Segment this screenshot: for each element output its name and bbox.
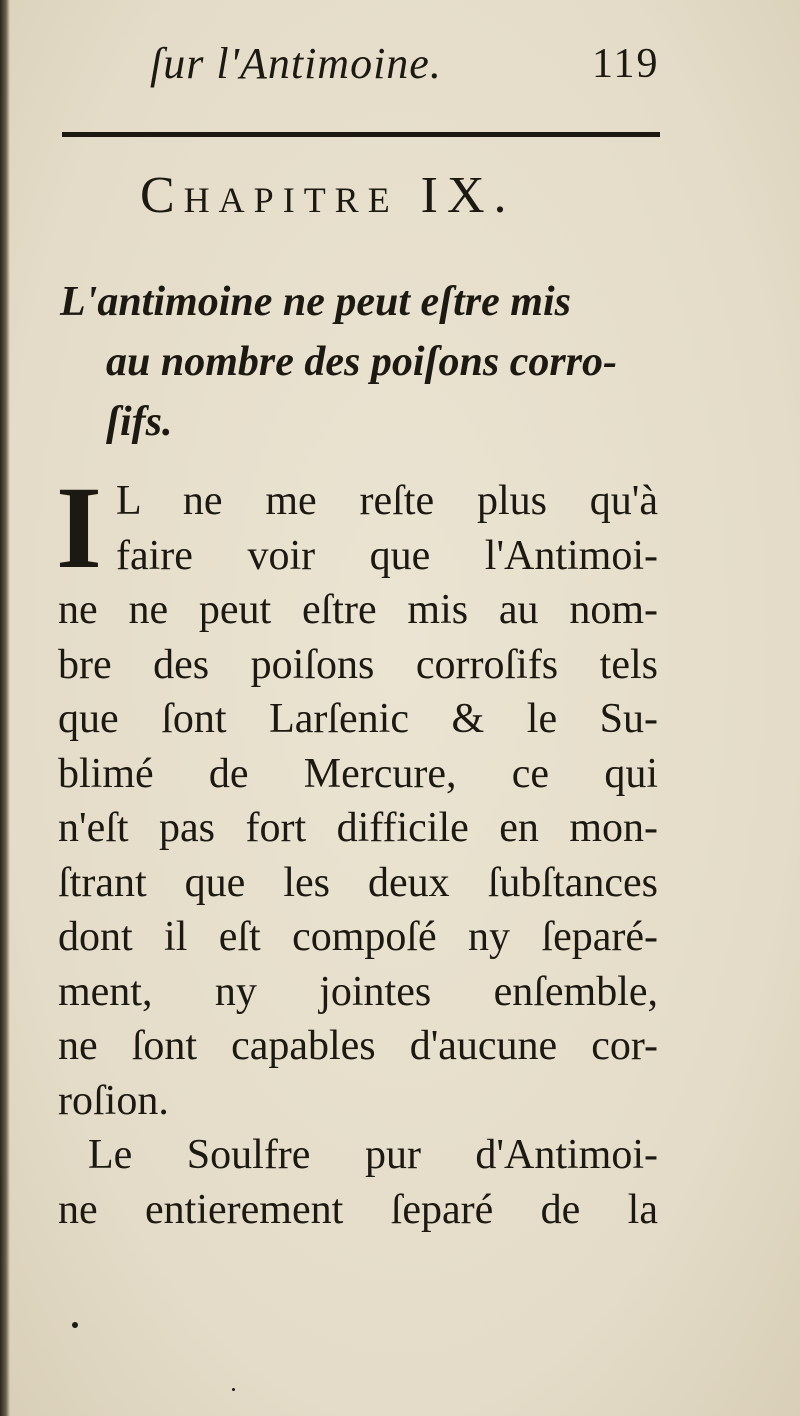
summary-line: ſifs. bbox=[106, 399, 173, 445]
chapter-summary bbox=[60, 272, 680, 452]
text-line: roſion. bbox=[58, 1077, 169, 1124]
ink-speck bbox=[232, 1388, 235, 1391]
ink-speck bbox=[72, 1322, 78, 1328]
page-number: 119 bbox=[592, 41, 660, 87]
summary-line: au nombre des poiſons corro- bbox=[106, 339, 618, 385]
body-text bbox=[56, 462, 658, 1237]
text-line: n'eſt pas fort difficile en mon- bbox=[58, 805, 658, 851]
text-line: ne ſont capables d'aucune cor- bbox=[58, 1023, 658, 1069]
text-line: dont il eſt compoſé ny ſeparé- bbox=[58, 914, 658, 960]
text-line: bre des poiſons corroſifs tels bbox=[58, 641, 658, 688]
binding-gutter bbox=[0, 0, 10, 1416]
summary-line: L'antimoine ne peut eſtre mis bbox=[60, 279, 571, 325]
header-rule bbox=[62, 132, 660, 137]
text-line: ne entierement ſeparé de la bbox=[58, 1186, 658, 1233]
text-line: Le Soulfre pur d'Antimoi- bbox=[88, 1132, 658, 1178]
drop-cap: I bbox=[56, 462, 102, 593]
text-line: que ſont Larſenic & le Su- bbox=[58, 696, 658, 742]
text-line: ſtrant que les deux ſubſtances bbox=[58, 859, 658, 906]
text-line: ment, ny jointes enſemble, bbox=[58, 968, 658, 1015]
text-line: blimé de Mercure, ce qui bbox=[58, 750, 658, 797]
running-title: ſur l'Antimoine. bbox=[150, 39, 442, 88]
text-line: ne ne peut eſtre mis au nom- bbox=[58, 587, 658, 633]
text-line: faire voir que l'Antimoi- bbox=[116, 532, 658, 579]
chapter-title: Chapitre IX. bbox=[140, 167, 516, 224]
text-line: L ne me reſte plus qu'à bbox=[116, 478, 658, 524]
